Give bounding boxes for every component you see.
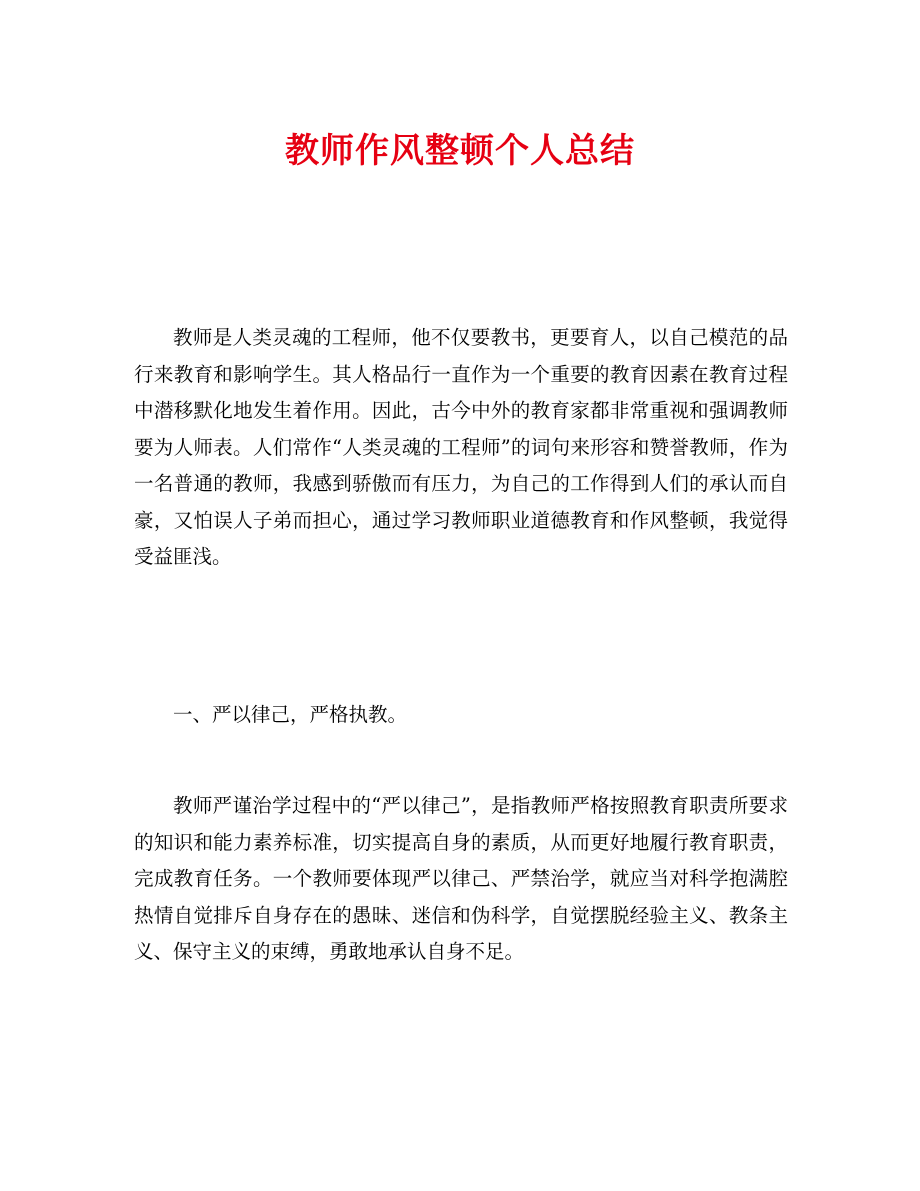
section-heading-1: 一、严以律己，严格执教。 — [173, 703, 408, 726]
paragraph-section-1: 教师严谨治学过程中的“严以律己”，是指教师严格按照教育职责所要求的知识和能力素养标准，切实提高自身的素质，从而更好地履行教育职责，完成教育任务。一个教师要体现严以律己、严禁治学，就应当对科学抱满腔热情自觉排斥自身存在的愚昧、迷信和伪科学，自觉摆脱经验主义、教条主义、保守主义的束缚，勇敢地承认自身不足。 — [134, 794, 788, 963]
paragraph-intro: 教师是人类灵魂的工程师，他不仅要教书，更要育人，以自己模范的品行来教育和影响学生。其人格品行一直作为一个重要的教育因素在教育过程中潜移默化地发生着作用。因此，古今中外的教育家都非常重视和强调教师要为人师表。人们常作“人类灵魂的工程师”的词句来形容和赞誉教师，作为一名普通的教师，我感到骄傲而有压力，为自己的工作得到人们的承认而自豪，又怕误人子弟而担心，通过学习教师职业道德教育和作风整顿，我觉得受益匪浅。 — [134, 326, 788, 568]
document-title: 教师作风整顿个人总结 — [285, 131, 635, 171]
